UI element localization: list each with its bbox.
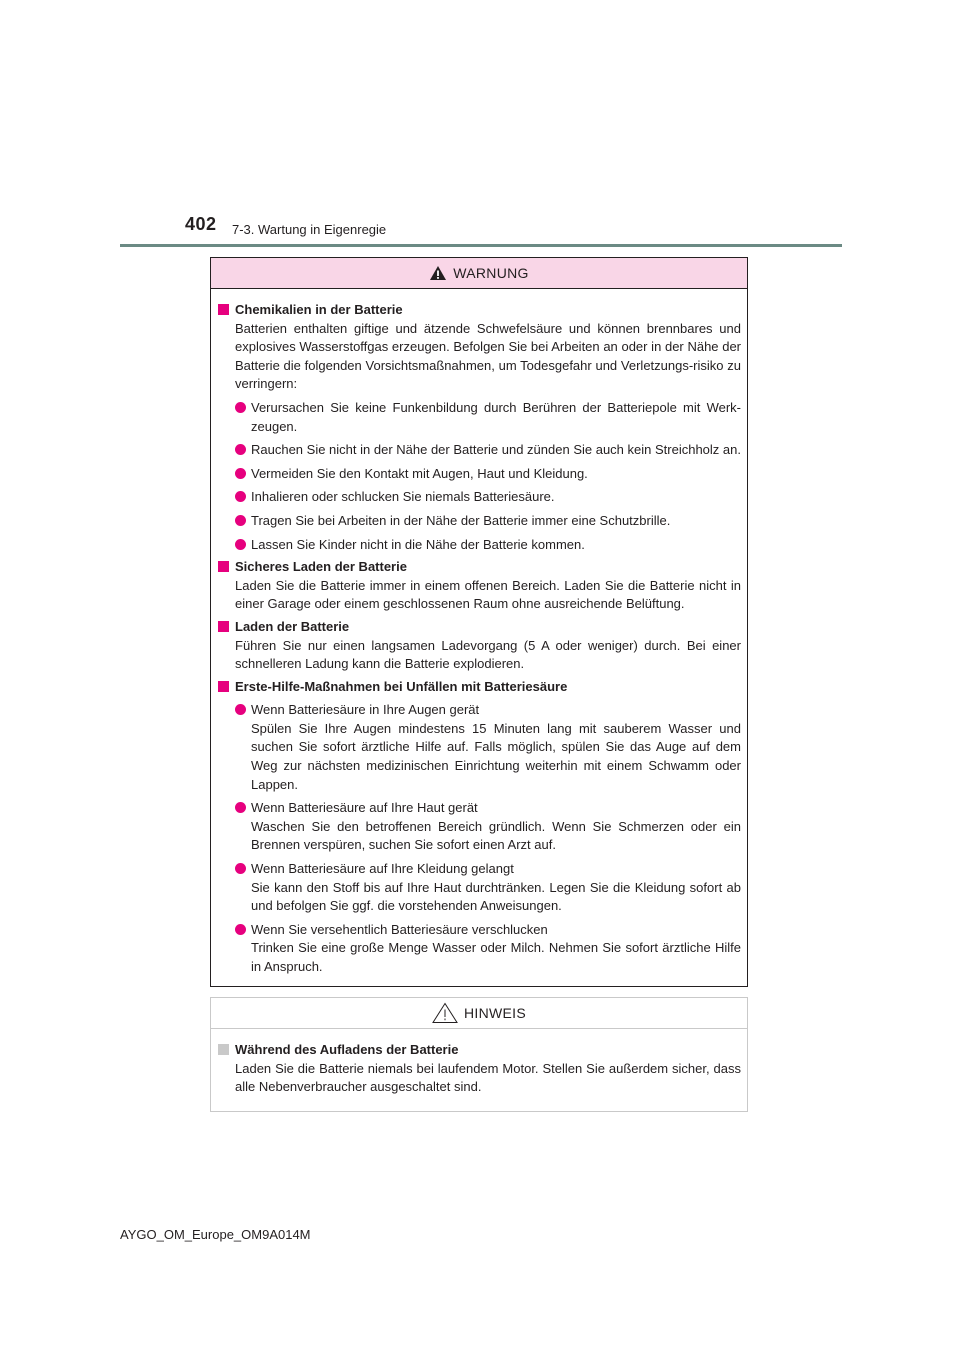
item-text: Lassen Sie Kinder nicht in die Nähe der Batterie kommen. — [251, 536, 585, 552]
warning-box — [210, 257, 748, 987]
warning-triangle-icon — [429, 265, 447, 281]
section-heading: Während des Aufladens der Batterie — [235, 1042, 459, 1057]
section-text: Laden Sie die Batterie niemals bei laufendem Motor. Stellen Sie außerdem sicher, dass alle Nebenverbraucher ausgeschaltet sind. — [235, 1060, 741, 1095]
warning-section — [217, 678, 741, 977]
item-text: Vermeiden Sie den Kontakt mit Augen, Haut und Kleidung. — [251, 465, 588, 481]
header-rule — [120, 244, 842, 247]
circle-bullet-icon — [235, 863, 246, 874]
section-text: Führen Sie nur einen langsamen Ladevorgang (5 A oder weniger) durch. Bei einer schnelleren Ladung kann die Batterie explodieren. — [235, 637, 741, 672]
section-heading: Sicheres Laden der Batterie — [235, 559, 407, 575]
item-text: Spülen Sie Ihre Augen mindestens 15 Minuten lang mit sauberem Wasser und suchen Sie sofort ärztliche Hilfe auf. Falls möglich, spülen Sie das Auge auf dem Weg zur nächsten medizinischen Einrichtung weiterhin mit einem Schwamm oder Lappen. — [251, 720, 741, 792]
page-number: 402 — [185, 214, 217, 234]
item-text: Tragen Sie bei Arbeiten in der Nähe der Batterie immer eine Schutzbrille. — [251, 512, 671, 528]
section-heading: Chemikalien in der Batterie — [235, 302, 403, 317]
item-text: Trinken Sie eine große Menge Wasser oder Milch. Nehmen Sie sofort ärztliche Hilfe in Anspruch. — [251, 940, 741, 974]
item-title: Wenn Sie versehentlich Batteriesäure verschlucken — [251, 921, 548, 937]
section-text: Laden Sie die Batterie immer in einem offenen Bereich. Laden Sie die Batterie nicht in einer Garage oder einem geschlossenen Raum ohne ausreichende Belüftung. — [235, 577, 741, 612]
footer-doc-id: AYGO_OM_Europe_OM9A014M — [120, 1227, 311, 1242]
list-item — [235, 921, 741, 977]
warning-section — [217, 558, 741, 614]
item-text: Inhalieren oder schlucken Sie niemals Batteriesäure. — [251, 489, 555, 505]
circle-bullet-icon — [235, 802, 246, 813]
list-item — [235, 399, 741, 436]
warning-header — [211, 258, 747, 289]
section-heading: Laden der Batterie — [235, 618, 350, 634]
circle-bullet-icon — [235, 515, 246, 526]
section-heading: Erste-Hilfe-Maßnahmen bei Unfällen mit Batteriesäure — [235, 678, 568, 694]
warning-heading: WARNUNG — [453, 265, 529, 281]
list-item — [235, 536, 741, 555]
circle-bullet-icon — [235, 704, 246, 715]
item-title: Wenn Batteriesäure auf Ihre Kleidung gelangt — [251, 861, 514, 877]
list-item — [235, 799, 741, 855]
list-item — [235, 701, 741, 794]
notice-box — [210, 997, 748, 1112]
notice-section — [217, 1041, 741, 1097]
item-text: Verursachen Sie keine Funkenbildung durch Berühren der Batteriepole mit Werk-zeugen. — [251, 399, 741, 434]
warning-section — [217, 301, 741, 554]
circle-bullet-icon — [235, 444, 246, 455]
circle-bullet-icon — [235, 468, 246, 479]
list-item — [235, 512, 741, 531]
section-text: Batterien enthalten giftige und ätzende Schwefelsäure und können brennbares und explosives Wasserstoffgas erzeugen. Befolgen Sie bei Arbeiten an oder in der Nähe der Batterie die folgenden Vorsichtsmaßnahmen, um Todesgefahr und Verletzungs-risiko zu verringern: — [235, 320, 741, 392]
list-item — [235, 860, 741, 916]
caution-triangle-icon — [432, 1002, 458, 1024]
notice-heading: HINWEIS — [464, 1005, 526, 1021]
warning-body — [211, 289, 747, 977]
circle-bullet-icon — [235, 402, 246, 413]
notice-body — [211, 1029, 747, 1097]
square-bullet-icon — [218, 621, 229, 632]
item-title: Wenn Batteriesäure auf Ihre Haut gerät — [251, 800, 478, 816]
circle-bullet-icon — [235, 539, 246, 550]
warning-section — [217, 618, 741, 674]
square-bullet-icon — [218, 304, 229, 315]
notice-header — [211, 998, 747, 1029]
square-bullet-icon — [218, 561, 229, 572]
item-text: Sie kann den Stoff bis auf Ihre Haut durchtränken. Legen Sie die Kleidung sofort ab und befolgen Sie ggf. die vorstehenden Anweisungen. — [251, 879, 741, 914]
section-title: 7-3. Wartung in Eigenregie — [232, 222, 387, 237]
square-bullet-icon — [218, 1044, 229, 1055]
list-item — [235, 465, 741, 484]
square-bullet-icon — [218, 681, 229, 692]
circle-bullet-icon — [235, 491, 246, 502]
list-item — [235, 441, 741, 460]
item-text: Rauchen Sie nicht in der Nähe der Batterie und zünden Sie auch kein Streichholz an. — [251, 442, 741, 458]
item-text: Waschen Sie den betroffenen Bereich gründlich. Wenn Sie Schmerzen oder ein Brennen verspüren, suchen Sie sofort einen Arzt auf. — [251, 818, 741, 853]
list-item — [235, 488, 741, 507]
circle-bullet-icon — [235, 924, 246, 935]
item-title: Wenn Batteriesäure in Ihre Augen gerät — [251, 702, 480, 718]
